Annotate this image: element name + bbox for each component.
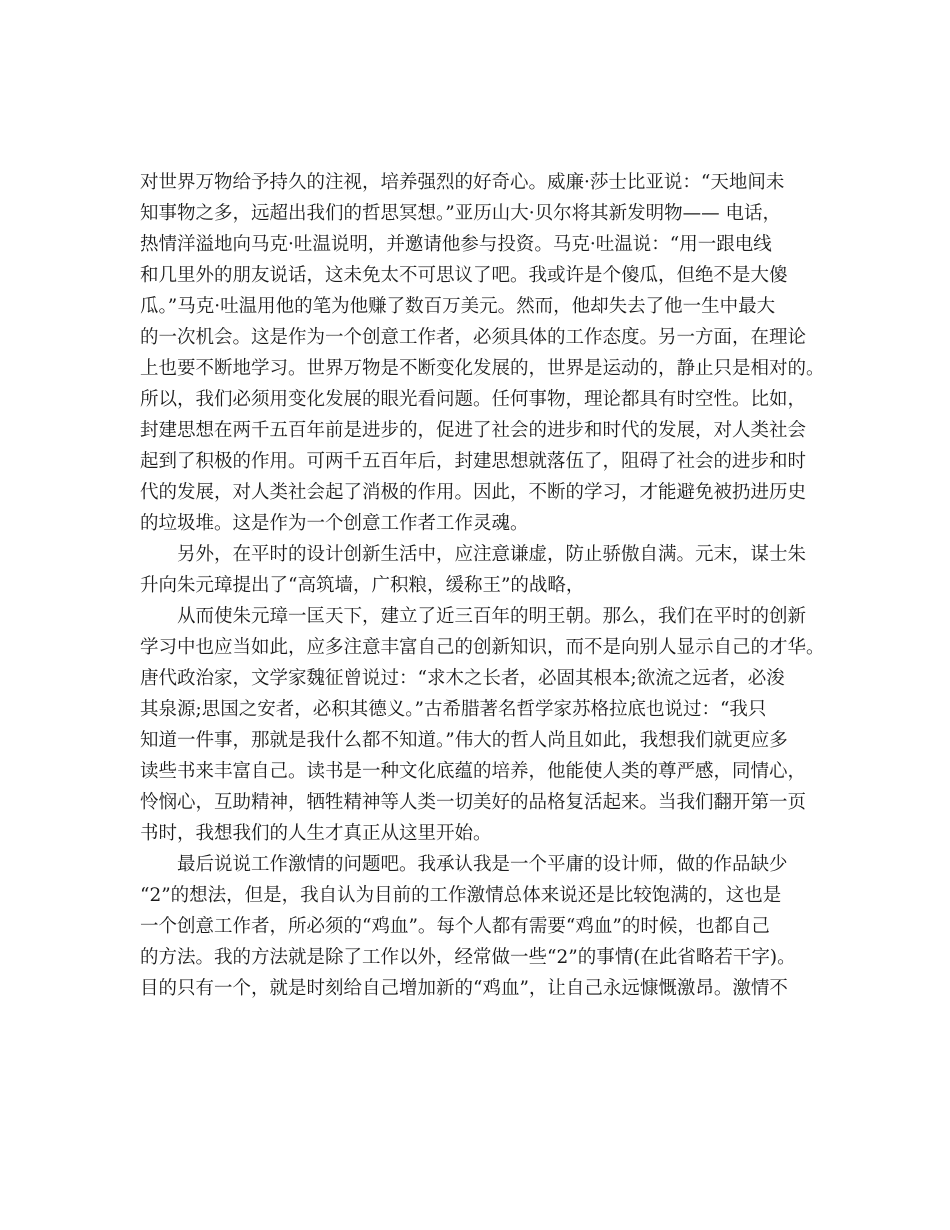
text-line: 的垃圾堆。这是作为一个创意工作者工作灵魂。 xyxy=(140,513,529,534)
text-line: 对世界万物给予持久的注视，培养强烈的好奇心。威廉·莎士比亚说：“天地间未 xyxy=(140,172,785,193)
text-line: 书时，我想我们的人生才真正从这里开始。 xyxy=(140,823,492,844)
text-line: 目的只有一个，就是时刻给自己增加新的“鸡血”，让自己永远慷慨激昂。激情不 xyxy=(140,978,788,999)
text-line: 热情洋溢地向马克·吐温说明，并邀请他参与投资。马克·吐温说：“用一跟电线 xyxy=(140,234,772,255)
text-line: 所以，我们必须用变化发展的眼光看问题。任何事物，理论都具有时空性。比如， xyxy=(140,389,807,410)
text-line: 的一次机会。这是作为一个创意工作者，必须具体的工作态度。另一方面，在理论 xyxy=(140,327,807,348)
text-line: 的方法。我的方法就是除了工作以外，经常做一些“2”的事情(在此省略若干字)。 xyxy=(140,947,796,968)
text-line: 知道一件事，那就是我什么都不知道。”伟大的哲人尚且如此，我想我们就更应多 xyxy=(140,730,788,751)
text-line: 学习中也应当如此，应多注意丰富自己的创新知识，而不是向别人显示自己的才华。 xyxy=(140,637,825,658)
text-line: 另外，在平时的设计创新生活中，应注意谦虚，防止骄傲自满。元末，谋士朱 xyxy=(140,544,807,565)
text-line: 怜悯心，互助精神，牺牲精神等人类一切美好的品格复活起来。当我们翻开第一页 xyxy=(140,792,807,813)
text-line: 起到了积极的作用。可两千五百年后，封建思想就落伍了，阻碍了社会的进步和时 xyxy=(140,451,807,472)
text-line: 读些书来丰富自己。读书是一种文化底蕴的培养，他能使人类的尊严感，同情心， xyxy=(140,761,807,782)
text-line: 从而使朱元璋一匡天下，建立了近三百年的明王朝。那么，我们在平时的创新 xyxy=(140,606,807,627)
text-line: 上也要不断地学习。世界万物是不断变化发展的，世界是运动的，静止只是相对的。 xyxy=(140,358,825,379)
text-line: 升向朱元璋提出了“高筑墙，广积粮，缓称王”的战略， xyxy=(140,575,585,596)
text-line: 最后说说工作激情的问题吧。我承认我是一个平庸的设计师，做的作品缺少 xyxy=(140,854,788,875)
text-line: “2”的想法，但是，我自认为目前的工作激情总体来说还是比较饱满的，这也是 xyxy=(140,885,782,906)
text-line: 瓜。”马克·吐温用他的笔为他赚了数百万美元。然而，他却失去了他一生中最大 xyxy=(140,296,776,317)
text-line: 知事物之多，远超出我们的哲思冥想。”亚历山大·贝尔将其新发明物—— 电话， xyxy=(140,203,781,224)
text-line: 其泉源;思国之安者，必积其德义。”古希腊著名哲学家苏格拉底也说过：“我只 xyxy=(140,699,767,720)
text-line: 唐代政治家，文学家魏征曾说过：“求木之长者，必固其根本;欲流之远者，必浚 xyxy=(140,668,785,689)
text-line: 代的发展，对人类社会起了消极的作用。因此，不断的学习，才能避免被扔进历史 xyxy=(140,482,807,503)
text-line: 封建思想在两千五百年前是进步的，促进了社会的进步和时代的发展，对人类社会 xyxy=(140,420,807,441)
text-line: 和几里外的朋友说话，这未免太不可思议了吧。我或许是个傻瓜，但绝不是大傻 xyxy=(140,265,788,286)
body-text xyxy=(140,167,830,1004)
text-line: 一个创意工作者，所必须的“鸡血”。每个人都有需要“鸡血”的时候，也都自己 xyxy=(140,916,770,937)
